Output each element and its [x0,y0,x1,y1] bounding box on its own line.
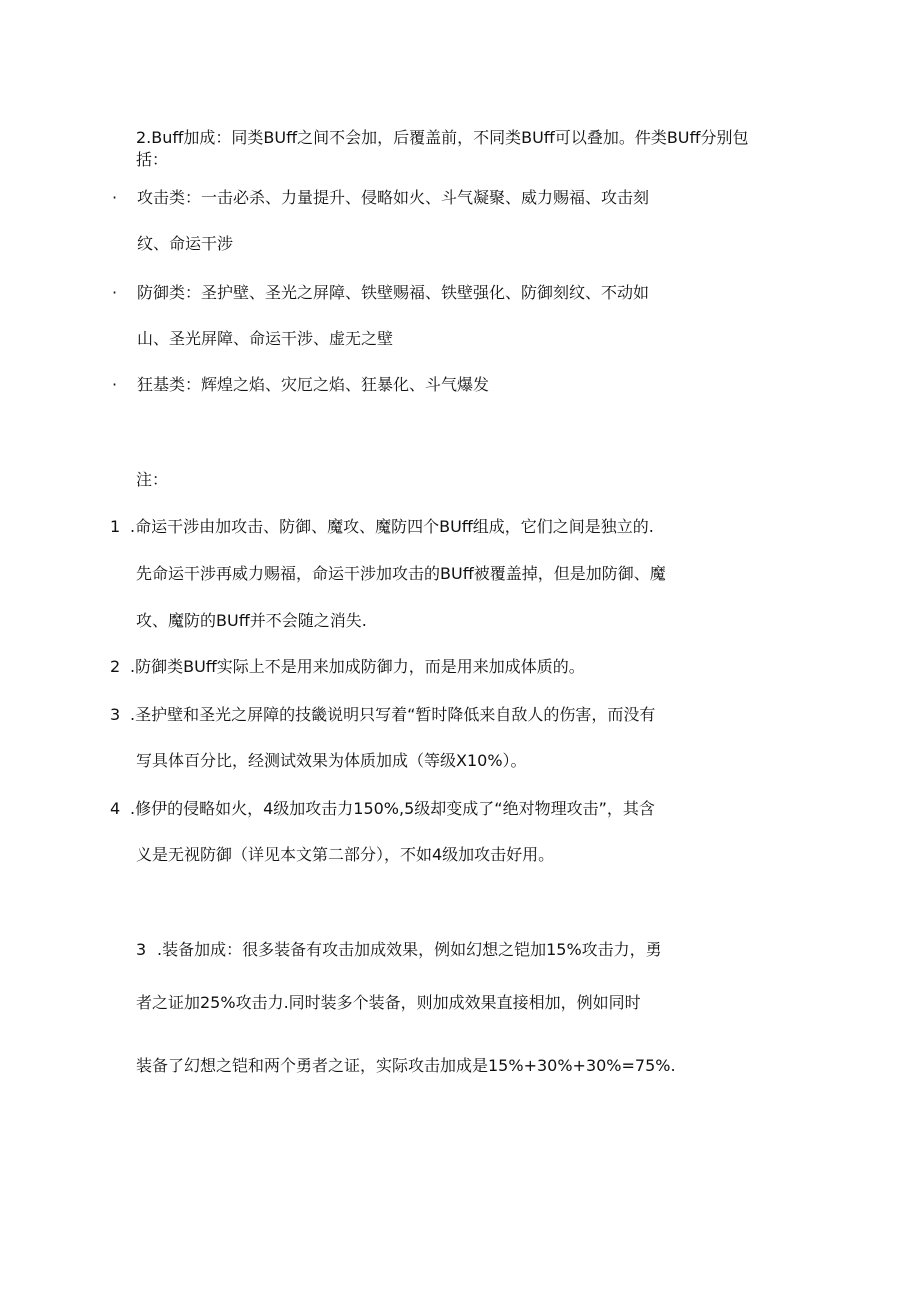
bullet-icon: · [112,283,118,302]
buff-defense-line2: 山、圣光屏障、命运干涉、虚无之壁 [137,329,394,348]
buff-berserk-line1: 狂基类：辉煌之焰、灾厄之焰、狂暴化、斗气爆发 [137,375,490,394]
section2-line1: 2.Buff加成：同类BUff之间不会加，后覆盖前，不同类BUff可以叠加。件类BUff分别包 [136,128,749,147]
section3-line1: .装备加成：很多装备有攻击加成效果，例如幻想之铠加15%攻击力，勇 [157,940,662,959]
buff-attack-line2: 纹、命运干涉 [137,234,234,253]
note-label: 注： [136,470,169,489]
section3-number: 3 [136,940,147,959]
note-3-line1: .圣护壁和圣光之屏障的技畿说明只写着“暂时降低来自敌人的伤害，而没有 [130,705,656,724]
note-4-number: 4 [110,799,121,818]
note-3-line2: 写具体百分比，经测试效果为体质加成（等级X10%）。 [136,751,527,770]
note-1-line1: .命运干涉由加攻击、防御、魔攻、魔防四个BUff组成，它们之间是独立的. [130,517,654,536]
bullet-icon: · [112,375,118,394]
section3-line2: 者之证加25%攻击力.同时装多个装备，则加成效果直接相加，例如同时 [136,993,641,1012]
section2-line2: 括： [136,150,169,169]
bullet-icon: · [112,188,118,207]
note-1-number: 1 [110,517,121,536]
note-2-line1: .防御类BUff实际上不是用来加成防御力，而是用来加成体质的。 [130,657,585,676]
buff-defense-line1: 防御类：圣护壁、圣光之屏障、铁壁赐福、铁壁强化、防御刻纹、不动如 [137,283,650,302]
note-4-line1: .修伊的侵略如火，4级加攻击力150%,5级却变成了“绝对物理攻击”，其含 [130,799,655,818]
section3-line3: 装备了幻想之铠和两个勇者之证，实际攻击加成是15%+30%+30%=75%. [136,1056,676,1075]
buff-attack-line1: 攻击类：一击必杀、力量提升、侵略如火、斗气凝聚、威力赐福、攻击刻 [137,188,650,207]
note-3-number: 3 [110,705,121,724]
note-2-number: 2 [110,657,121,676]
note-1-line2: 先命运干涉再威力赐福，命运干涉加攻击的BUff被覆盖掉，但是加防御、魔 [136,564,666,583]
note-1-line3: 攻、魔防的BUff并不会随之消失. [136,611,367,630]
note-4-line2: 义是无视防御（详见本文第二部分），不如4级加攻击好用。 [136,845,555,864]
